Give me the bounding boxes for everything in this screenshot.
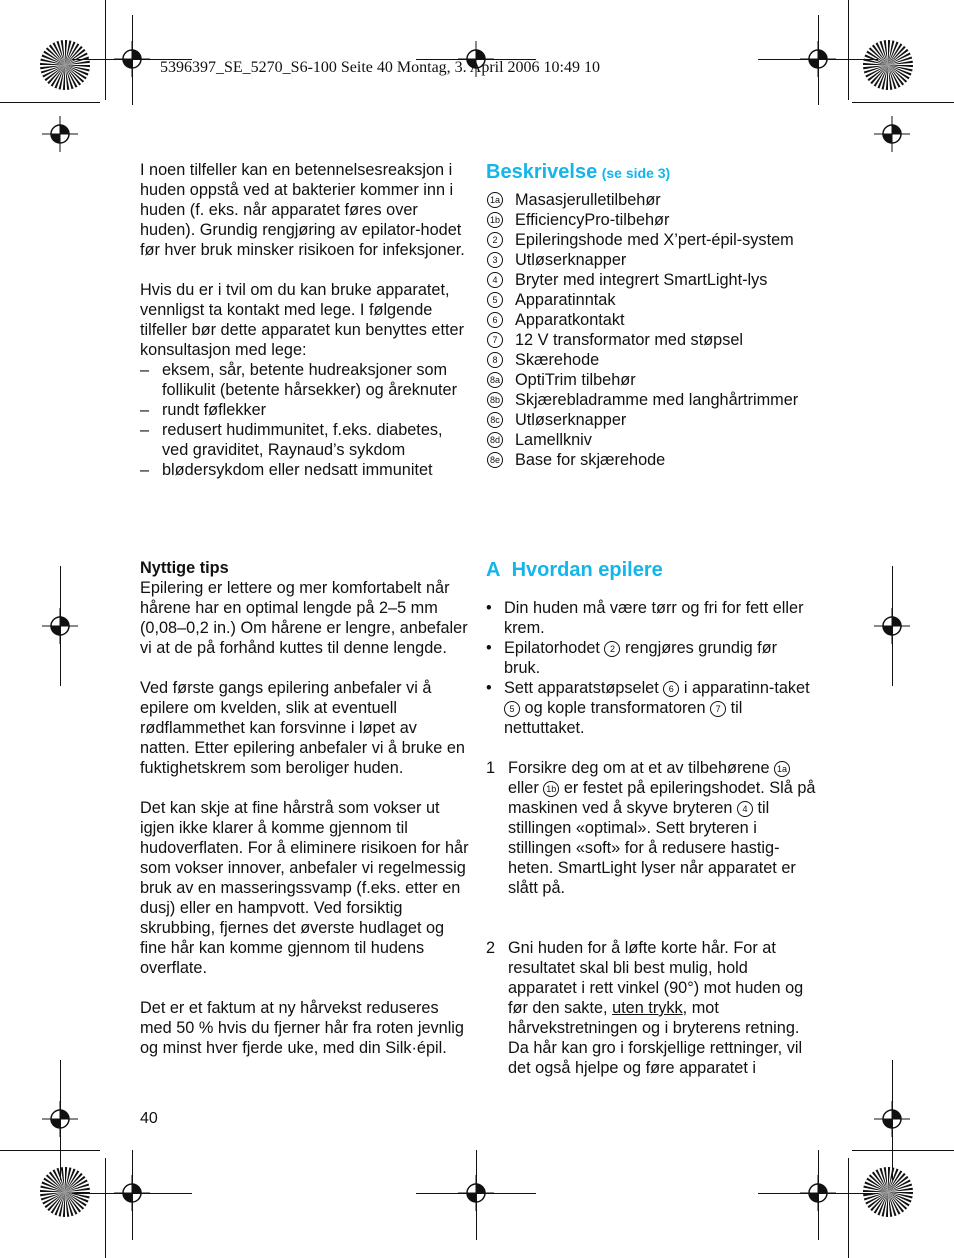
crop-line (818, 15, 819, 105)
crop-line (0, 102, 100, 103)
crosshair-mark (42, 116, 78, 152)
item-number-badge: 5 (487, 292, 503, 308)
list-item (486, 310, 816, 330)
step-item: 2 Gni huden for å løfte korte hår. For at resultatet skal bli best mulig, hold apparatet i rett vinkel (90°) mot huden og før den sakte, uten trykk, mot hårvekstretningen og i bryterens retning. Da hår kan gro i forskjellige rettninger, vil det også hjelpe og føre apparatet i (486, 939, 804, 1077)
list-item: • Epilatorhodet 2 rengjøres grundig før bruk. (486, 639, 778, 677)
infection-paragraph: I noen tilfeller kan en betennelsesreaksjon i huden oppstå ved at bakterier kommer inn i huden (f. eks. når apparatet føres over huden). Grundig rengjøring av epilator-hodet før hver bruk minsker risikoen for infeksjoner. (140, 161, 465, 259)
tips-heading: Nyttige tips (140, 559, 229, 577)
description-heading: Beskrivelse (486, 161, 598, 183)
crop-line (0, 1150, 100, 1151)
item-number-badge: 1b (487, 212, 503, 228)
item-label: Apparatinntak (515, 291, 616, 309)
list-item (486, 230, 816, 250)
crop-line (892, 566, 893, 686)
how-to-section (486, 558, 816, 1078)
left-column (140, 160, 470, 480)
tips-paragraph: Ved første gangs epilering anbefaler vi å epilere om kvelden, slik at eventuell rødflammethet kan forsvinne i løpet av natten. Etter epilering anbefaler vi å bruke en fuktighetskrem som beroliger huden. (140, 679, 465, 777)
item-number-badge: 8d (487, 432, 503, 448)
item-number-badge: 4 (487, 272, 503, 288)
crop-line (852, 1150, 954, 1151)
list-item: • Din huden må være tørr og fri for fett eller krem. (486, 599, 804, 637)
tips-paragraph: Epilering er lettere og mer komfortabelt når hårene har en optimal lengde på 2–5 mm (0,08–0,2 in.) Om hårene er lengre, anbefaler vi at de på forhånd kuttes til denne lengde. (140, 579, 468, 657)
list-item (486, 250, 816, 270)
crop-line (60, 1060, 61, 1180)
crop-line (105, 0, 106, 100)
crop-line (132, 15, 133, 105)
list-item (486, 350, 816, 370)
item-number-badge: 3 (487, 252, 503, 268)
item-number-badge: 8a (487, 372, 503, 388)
list-item (486, 290, 816, 310)
crop-line (852, 102, 954, 103)
tips-section (140, 558, 470, 1058)
item-number-badge: 8b (487, 392, 503, 408)
item-label: Skærehode (515, 351, 600, 369)
crop-line (476, 1150, 477, 1240)
parts-list (486, 190, 816, 470)
list-item (486, 390, 816, 410)
item-label: Epileringshode med X’pert-épil-system (515, 231, 794, 249)
list-item: – redusert hudimmunitet, f.eks. diabetes, ved graviditet, Raynaud’s sykdom (140, 421, 443, 459)
page-number: 40 (140, 1110, 158, 1127)
step-item: 1 Forsikre deg om at et av tilbehørene 1a eller 1b er festet på epileringshodet. Slå på maskinen ved å skyve bryteren 4 til stillingen «optimal». Sett bryteren i stillingen «soft» for å redusere hastig-heten. SmartLight lyser når apparatet er slått på. (486, 759, 816, 897)
item-label: 12 V transformator med støpsel (515, 331, 744, 349)
item-number-badge: 8c (487, 412, 503, 428)
item-label: Utløserknapper (515, 251, 627, 269)
how-to-heading: A Hvordan epilere (486, 559, 663, 581)
list-item (486, 430, 816, 450)
item-number-badge: 8e (487, 452, 503, 468)
starburst-mark (39, 1166, 91, 1218)
item-label: Base for skjærehode (515, 451, 666, 469)
crop-line (848, 1158, 849, 1258)
item-number-badge: 1a (487, 192, 503, 208)
item-number-badge: 8 (487, 352, 503, 368)
item-number-badge: 7 (487, 332, 503, 348)
item-label: OptiTrim tilbehør (515, 371, 636, 389)
list-item (486, 190, 816, 210)
crop-line (848, 0, 849, 100)
item-label: Skjærebladramme med langhårtrimmer (515, 391, 799, 409)
crop-line (818, 1150, 819, 1240)
crosshair-mark (874, 116, 910, 152)
consult-doctor-paragraph: Hvis du er i tvil om du kan bruke apparatet, vennligst ta kontakt med lege. I følgende tilfeller bør dette apparatet kun benyttes etter konsultasjon med lege: (140, 281, 464, 359)
list-item: – eksem, sår, betente hudreaksjoner som follikulit (betente hårsekker) og åreknuter (140, 361, 458, 399)
item-label: Bryter med integrert SmartLight-lys (515, 271, 768, 289)
starburst-mark (862, 1166, 914, 1218)
item-label: Apparatkontakt (515, 311, 625, 329)
list-item (486, 450, 816, 470)
list-item: • Sett apparatstøpselet 6 i apparatinn-taket 5 og kople transformatoren 7 til nettuttaket. (486, 679, 810, 737)
list-item (486, 210, 816, 230)
item-label: Lamellkniv (515, 431, 592, 449)
item-number-badge: 2 (487, 232, 503, 248)
crop-line (132, 1150, 133, 1240)
list-item (486, 270, 816, 290)
print-header: 5396397_SE_5270_S6-100 Seite 40 Montag, 3. April 2006 10:49 10 (160, 59, 600, 76)
item-label: Utløserknapper (515, 411, 627, 429)
item-number-badge: 6 (487, 312, 503, 328)
list-item: – rundt føflekker (140, 401, 267, 419)
description-section (486, 160, 816, 470)
list-item (486, 330, 816, 350)
item-label: Masasjerulletilbehør (515, 191, 661, 209)
list-item: – blødersykdom eller nedsatt immunitet (140, 461, 433, 479)
crop-line (892, 1060, 893, 1180)
tips-paragraph: Det kan skje at fine hårstrå som vokser ut igjen ikke klarer å komme gjennom til hudoverflaten. For å eliminere risikoen for hår som vokser innover, anbefaler vi regelmessig bruk av en masseringssvamp (f.eks. etter en dusj) eller en hampvott. Ved forsiktig skrubbing, fjernes det øverste hudlaget og fine hår kan komme gjennom til hudens overflate. (140, 799, 469, 977)
crop-line (105, 1158, 106, 1258)
list-item (486, 370, 816, 390)
starburst-mark (862, 39, 914, 91)
description-page-ref: (se side 3) (601, 165, 671, 181)
tips-paragraph: Det er et faktum at ny hårvekst reduseres med 50 % hvis du fjerner hår fra roten jevnlig og minst hver fjerde uke, med din Silk·épil. (140, 999, 464, 1057)
crop-line (60, 566, 61, 686)
item-label: EfficiencyPro-tilbehør (515, 211, 670, 229)
list-item (486, 410, 816, 430)
starburst-mark (39, 39, 91, 91)
